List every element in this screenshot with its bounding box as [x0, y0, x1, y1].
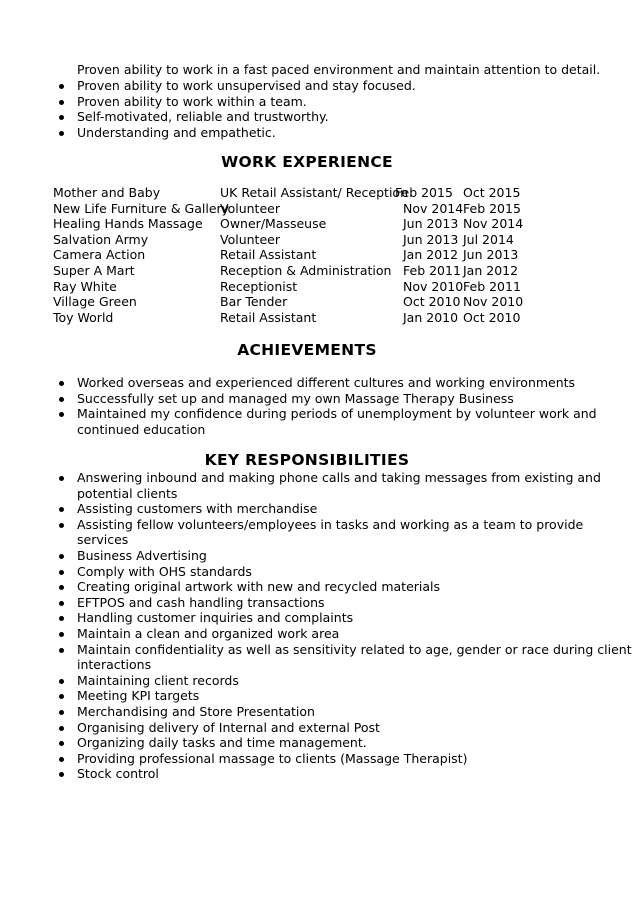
employer-cell: Village Green [53, 294, 137, 310]
list-item-line: services [77, 532, 129, 548]
list-item: Maintaining client records [56, 673, 632, 689]
to-date-cell: Feb 2015 [463, 200, 521, 216]
role-cell: Owner/Masseuse [220, 216, 327, 232]
list-item [56, 642, 632, 673]
intro-bullet-list [56, 78, 416, 140]
list-item-line: continued education [77, 421, 206, 437]
list-item: Providing professional massage to clients (Massage Therapist) [56, 751, 632, 767]
employer-cell: New Life Furniture & Gallery [53, 200, 230, 216]
to-date-cell: Nov 2010 [463, 294, 524, 310]
list-item: Organizing daily tasks and time management. [56, 735, 632, 751]
from-date-cell: Jun 2013 [403, 231, 459, 247]
list-item: Understanding and empathetic. [56, 125, 416, 141]
from-date-cell: Jan 2012 [403, 247, 459, 263]
list-item-line: interactions [77, 657, 152, 673]
to-date-cell: Jun 2013 [463, 247, 519, 263]
role-cell: Receptionist [220, 278, 298, 294]
achievements-heading: ACHIEVEMENTS [237, 341, 377, 359]
achievements-list [56, 375, 597, 437]
list-item: EFTPOS and cash handling transactions [56, 595, 632, 611]
list-item-line: Maintain confidentiality as well as sensitivity related to age, gender or race during client [77, 641, 632, 657]
key-responsibilities-list [56, 470, 632, 782]
list-item: Successfully set up and managed my own Massage Therapy Business [56, 391, 597, 407]
to-date-cell: Jan 2012 [463, 262, 519, 278]
employer-cell: Healing Hands Massage [53, 216, 203, 232]
to-date-cell: Oct 2015 [463, 185, 521, 200]
from-date-cell: Jan 2010 [403, 309, 459, 325]
employer-cell: Ray White [53, 278, 117, 294]
intro-first-line: Proven ability to work in a fast paced environment and maintain attention to detail. [77, 62, 601, 77]
list-item-line: potential clients [77, 485, 178, 501]
key-responsibilities-heading: KEY RESPONSIBILITIES [204, 451, 410, 469]
employer-cell: Camera Action [53, 247, 146, 263]
list-item: Handling customer inquiries and complaints [56, 610, 632, 626]
to-date-cell: Oct 2010 [463, 309, 521, 325]
from-date-cell: Feb 2011 [403, 262, 461, 278]
list-item: Worked overseas and experienced different cultures and working environments [56, 375, 597, 391]
role-cell: Volunteer [220, 231, 280, 247]
role-cell: Reception & Administration [220, 262, 392, 278]
list-item-line: Answering inbound and making phone calls and taking messages from existing and [77, 470, 601, 485]
employer-cell: Salvation Army [53, 231, 149, 247]
to-date-cell: Nov 2014 [463, 216, 524, 232]
employer-cell: Super A Mart [53, 262, 135, 278]
list-item: Assisting customers with merchandise [56, 501, 632, 517]
list-item [56, 470, 632, 501]
list-item-line: Assisting fellow volunteers/employees in tasks and working as a team to provide [77, 516, 584, 532]
list-item [56, 517, 632, 548]
work-experience-heading: WORK EXPERIENCE [221, 153, 393, 171]
role-cell: UK Retail Assistant/ Reception [220, 185, 409, 200]
list-item: Creating original artwork with new and recycled materials [56, 579, 632, 595]
list-item: Stock control [56, 766, 632, 782]
role-cell: Bar Tender [220, 294, 288, 310]
from-date-cell: Nov 2010 [403, 278, 464, 294]
role-cell: Retail Assistant [220, 309, 317, 325]
employer-cell: Toy World [53, 309, 114, 325]
from-date-cell: Oct 2010 [403, 294, 461, 310]
to-date-cell: Jul 2014 [463, 231, 514, 247]
from-date-cell: Jun 2013 [403, 216, 459, 232]
employer-cell: Mother and Baby [53, 185, 161, 200]
list-item [56, 406, 597, 437]
from-date-cell: Feb 2015 [395, 185, 453, 200]
to-date-cell: Feb 2011 [463, 278, 521, 294]
list-item: Comply with OHS standards [56, 564, 632, 580]
list-item: Maintain a clean and organized work area [56, 626, 632, 642]
list-item: Self-motivated, reliable and trustworthy. [56, 109, 416, 125]
list-item: Business Advertising [56, 548, 632, 564]
list-item: Organising delivery of Internal and external Post [56, 720, 632, 736]
list-item: Merchandising and Store Presentation [56, 704, 632, 720]
role-cell: Retail Assistant [220, 247, 317, 263]
list-item: Meeting KPI targets [56, 688, 632, 704]
list-item: Proven ability to work unsupervised and stay focused. [56, 78, 416, 94]
list-item-line: Maintained my confidence during periods of unemployment by volunteer work and [77, 406, 597, 422]
list-item: Proven ability to work within a team. [56, 94, 416, 110]
from-date-cell: Nov 2014 [403, 200, 464, 216]
role-cell: Volunteer [220, 200, 280, 216]
